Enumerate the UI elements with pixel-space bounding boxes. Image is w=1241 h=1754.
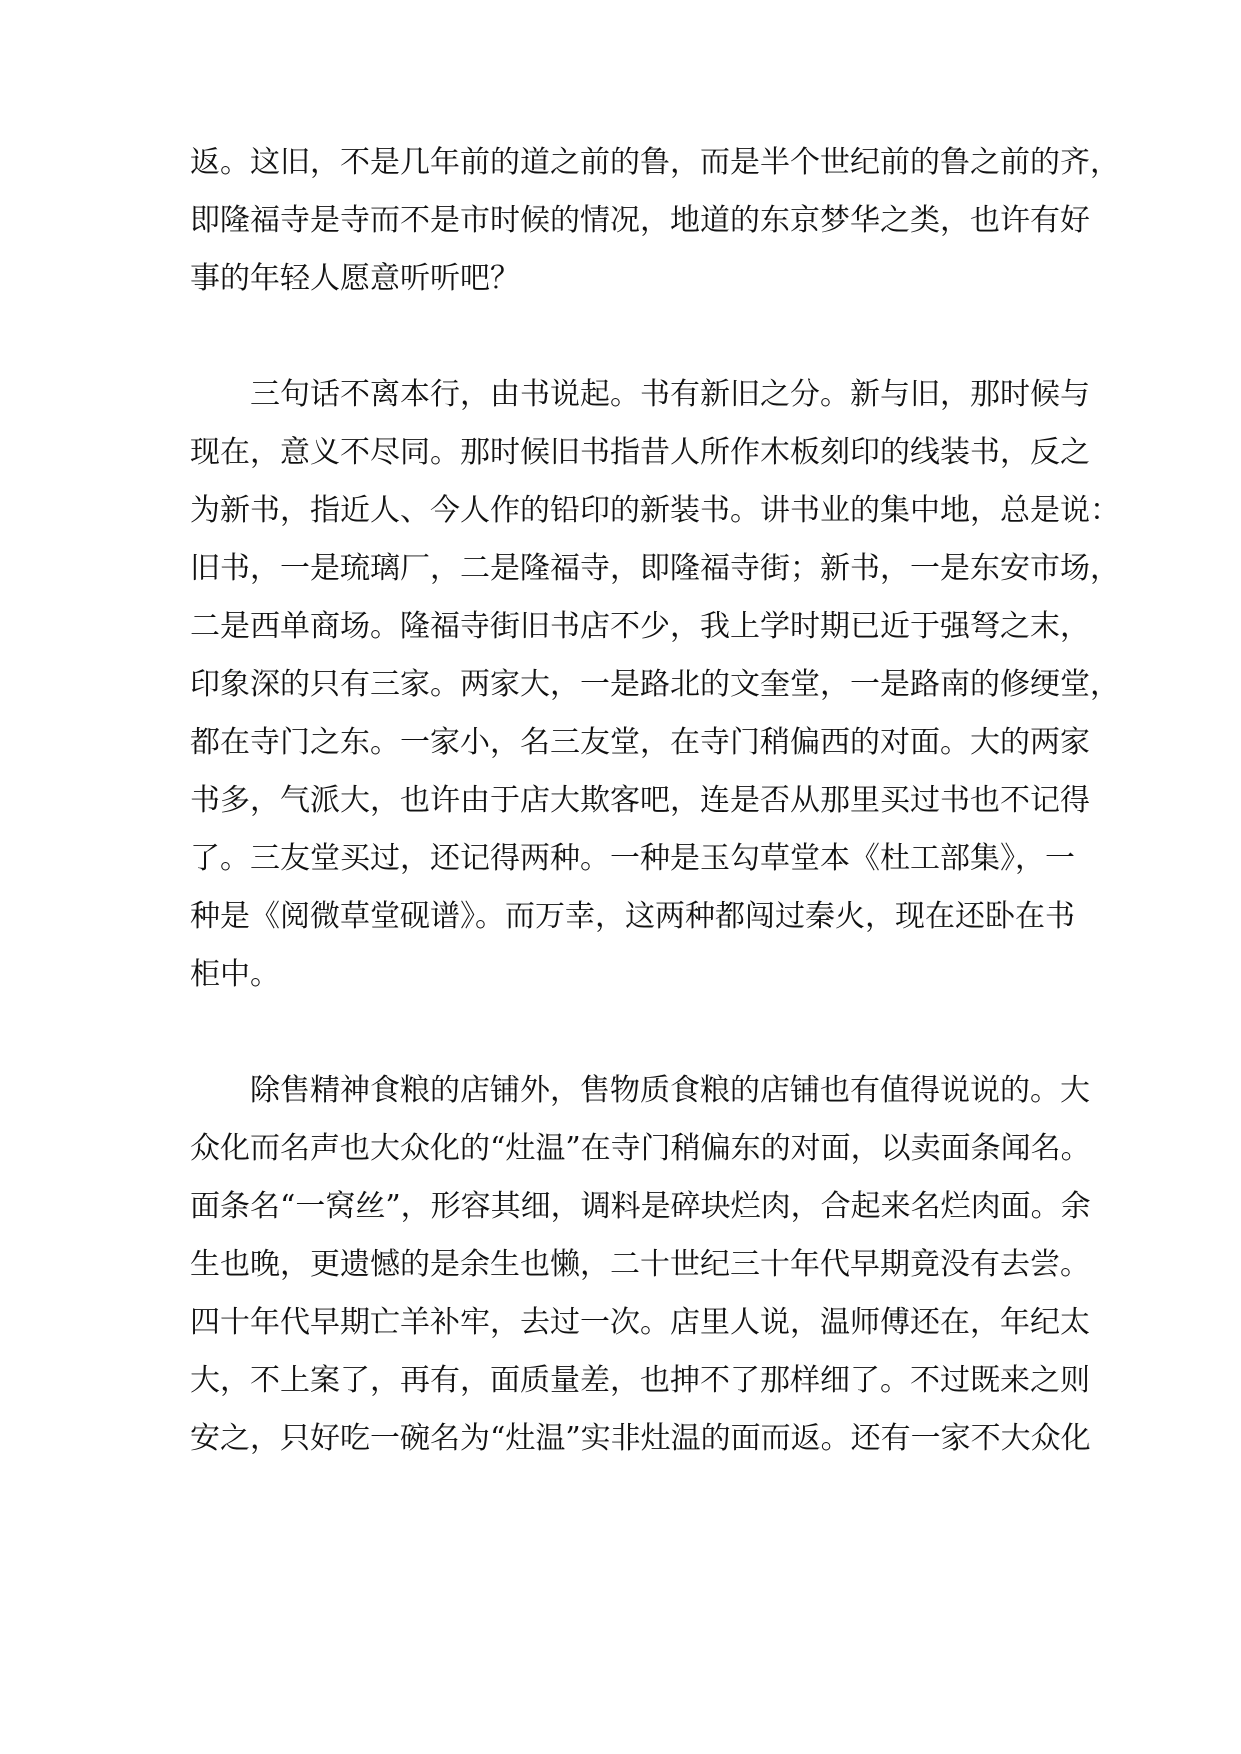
text-line: 现在，意义不尽同。那时候旧书指昔人所作木板刻印的线装书，反之 <box>190 435 1090 470</box>
text-line: 种是《阅微草堂砚谱》。而万幸，这两种都闯过秦火，现在还卧在书 <box>190 899 1075 934</box>
text-line: 安之，只好吃一碗名为“灶温”实非灶温的面而返。还有一家不大众化 <box>190 1421 1091 1456</box>
paragraph-2 <box>190 366 1120 1004</box>
text-line: 都在寺门之东。一家小，名三友堂，在寺门稍偏西的对面。大的两家 <box>190 725 1090 760</box>
text-line: 旧书，一是琉璃厂，二是隆福寺，即隆福寺街；新书，一是东安市场， <box>190 551 1120 586</box>
text-line: 二是西单商场。隆福寺街旧书店不少，我上学时期已近于强弩之末， <box>190 609 1090 644</box>
paragraph-spacing <box>190 308 1070 366</box>
paragraph-3 <box>190 1062 1091 1468</box>
text-line: 面条名“一窝丝”，形容其细，调料是碎块烂肉，合起来名烂肉面。余 <box>190 1189 1091 1224</box>
text-line: 书多，气派大，也许由于店大欺客吧，连是否从那里买过书也不记得 <box>190 783 1090 818</box>
text-line: 事的年轻人愿意听听吧？ <box>190 261 520 296</box>
text-line: 除售精神食粮的店铺外，售物质食粮的店铺也有值得说说的。大 <box>190 1073 1090 1108</box>
text-line: 众化而名声也大众化的“灶温”在寺门稍偏东的对面，以卖面条闻名。 <box>190 1131 1091 1166</box>
text-line: 印象深的只有三家。两家大，一是路北的文奎堂，一是路南的修绠堂， <box>190 667 1120 702</box>
paragraph-spacing <box>190 1004 1070 1062</box>
text-line: 大，不上案了，再有，面质量差，也抻不了那样细了。不过既来之则 <box>190 1363 1090 1398</box>
text-line: 三句话不离本行，由书说起。书有新旧之分。新与旧，那时候与 <box>190 377 1090 412</box>
text-line: 生也晚，更遗憾的是余生也懒，二十世纪三十年代早期竟没有去尝。 <box>190 1247 1090 1282</box>
text-line: 即隆福寺是寺而不是市时候的情况，地道的东京梦华之类，也许有好 <box>190 203 1090 238</box>
text-line: 为新书，指近人、今人作的铅印的新装书。讲书业的集中地，总是说： <box>190 493 1120 528</box>
text-line: 四十年代早期亡羊补牢，去过一次。店里人说，温师傅还在，年纪太 <box>190 1305 1090 1340</box>
text-line: 返。这旧，不是几年前的道之前的鲁，而是半个世纪前的鲁之前的齐， <box>190 145 1120 180</box>
text-line: 了。三友堂买过，还记得两种。一种是玉勾草堂本《杜工部集》，一 <box>190 841 1075 876</box>
text-line: 柜中。 <box>190 957 280 992</box>
paragraph-1 <box>190 134 1120 308</box>
document-body <box>190 134 1120 1468</box>
